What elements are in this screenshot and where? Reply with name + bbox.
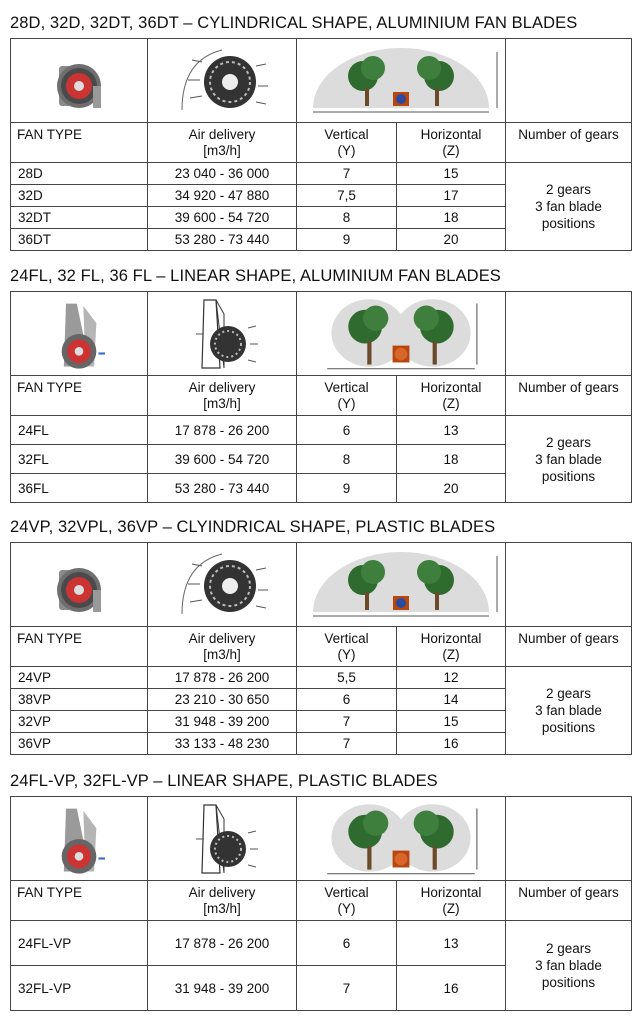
header-gears: Number of gears (506, 376, 632, 416)
cell-horizontal: 18 (397, 207, 506, 229)
header-air-delivery: Air delivery [m3/h] (148, 123, 297, 163)
cell-air: 39 600 - 54 720 (148, 445, 297, 474)
header-air-delivery: Air delivery [m3/h] (148, 376, 297, 416)
spec-table (10, 796, 632, 1011)
cell-vertical: 7 (297, 711, 397, 733)
fan-drawing-cell (148, 797, 297, 881)
spray-diagram-cell (297, 543, 506, 627)
cell-horizontal: 18 (397, 445, 506, 474)
cell-air: 33 133 - 48 230 (148, 733, 297, 755)
cell-vertical: 7,5 (297, 185, 397, 207)
header-vertical: Vertical (Y) (297, 376, 397, 416)
cell-horizontal: 16 (397, 733, 506, 755)
header-fan-type: FAN TYPE (11, 881, 148, 921)
cell-horizontal: 17 (397, 185, 506, 207)
spray-diagram-icon (301, 42, 501, 120)
cell-vertical: 6 (297, 921, 397, 966)
table-row (11, 921, 632, 966)
fan-drawing-cell (148, 39, 297, 123)
cell-air: 17 878 - 26 200 (148, 667, 297, 689)
cell-air: 17 878 - 26 200 (148, 921, 297, 966)
empty-cell (506, 292, 632, 376)
cell-horizontal: 16 (397, 966, 506, 1011)
section-title: 24FL-VP, 32FL-VP – LINEAR SHAPE, PLASTIC BLADES (10, 772, 438, 790)
cell-type: 36DT (11, 229, 148, 251)
cell-type: 24FL-VP (11, 921, 148, 966)
cell-type: 32D (11, 185, 148, 207)
cell-horizontal: 14 (397, 689, 506, 711)
cell-air: 34 920 - 47 880 (148, 185, 297, 207)
cell-type: 24FL (11, 416, 148, 445)
header-vertical: Vertical (Y) (297, 627, 397, 667)
cell-air: 23 210 - 30 650 (148, 689, 297, 711)
section-cylindrical-aluminium (10, 12, 631, 251)
header-air-delivery: Air delivery [m3/h] (148, 627, 297, 667)
cell-vertical: 7 (297, 966, 397, 1011)
cell-air: 31 948 - 39 200 (148, 711, 297, 733)
section-linear-aluminium (10, 265, 631, 503)
spray-diagram-icon (316, 295, 486, 373)
cell-type: 36FL (11, 474, 148, 503)
fan-drawing-icon (180, 800, 264, 878)
table-row (11, 667, 632, 689)
cell-type: 32DT (11, 207, 148, 229)
header-gears: Number of gears (506, 881, 632, 921)
section-cylindrical-plastic (10, 516, 631, 755)
fan-drawing-cell (148, 543, 297, 627)
spec-table (10, 291, 632, 503)
cell-air: 31 948 - 39 200 (148, 966, 297, 1011)
header-gears: Number of gears (506, 123, 632, 163)
table-row (11, 163, 632, 185)
empty-cell (506, 39, 632, 123)
header-air-delivery: Air delivery [m3/h] (148, 881, 297, 921)
empty-cell (506, 543, 632, 627)
cell-type: 32FL-VP (11, 966, 148, 1011)
header-horizontal: Horizontal (Z) (397, 123, 506, 163)
fan-photo-icon (44, 800, 114, 878)
spray-diagram-icon (301, 546, 501, 624)
spec-table (10, 38, 632, 251)
cell-vertical: 9 (297, 229, 397, 251)
header-fan-type: FAN TYPE (11, 376, 148, 416)
section-title: 28D, 32D, 32DT, 36DT – CYLINDRICAL SHAPE, ALUMINIUM FAN BLADES (10, 14, 578, 32)
cell-type: 36VP (11, 733, 148, 755)
cell-horizontal: 20 (397, 474, 506, 503)
fan-photo-cell (11, 797, 148, 881)
header-gears: Number of gears (506, 627, 632, 667)
cell-vertical: 7 (297, 163, 397, 185)
spray-diagram-cell (297, 292, 506, 376)
fan-drawing-cell (148, 292, 297, 376)
header-horizontal: Horizontal (Z) (397, 881, 506, 921)
fan-drawing-icon (172, 546, 272, 624)
table-row (11, 416, 632, 445)
fan-photo-cell (11, 543, 148, 627)
cell-horizontal: 12 (397, 667, 506, 689)
header-vertical: Vertical (Y) (297, 123, 397, 163)
cell-vertical: 6 (297, 689, 397, 711)
cell-horizontal: 20 (397, 229, 506, 251)
spec-table (10, 542, 632, 755)
cell-type: 38VP (11, 689, 148, 711)
cell-vertical: 9 (297, 474, 397, 503)
cell-gears: 2 gears 3 fan blade positions (506, 667, 632, 755)
cell-type: 24VP (11, 667, 148, 689)
cell-type: 32FL (11, 445, 148, 474)
cell-vertical: 7 (297, 733, 397, 755)
cell-vertical: 8 (297, 207, 397, 229)
fan-drawing-icon (172, 42, 272, 120)
header-fan-type: FAN TYPE (11, 627, 148, 667)
fan-drawing-icon (180, 295, 264, 373)
fan-photo-cell (11, 292, 148, 376)
header-fan-type: FAN TYPE (11, 123, 148, 163)
cell-vertical: 8 (297, 445, 397, 474)
section-title: 24VP, 32VPL, 36VP – CLYINDRICAL SHAPE, PLASTIC BLADES (10, 518, 496, 536)
cell-horizontal: 13 (397, 921, 506, 966)
cell-vertical: 5,5 (297, 667, 397, 689)
cell-horizontal: 13 (397, 416, 506, 445)
empty-cell (506, 797, 632, 881)
cell-horizontal: 15 (397, 711, 506, 733)
header-vertical: Vertical (Y) (297, 881, 397, 921)
cell-air: 39 600 - 54 720 (148, 207, 297, 229)
header-horizontal: Horizontal (Z) (397, 627, 506, 667)
section-linear-plastic (10, 770, 631, 1011)
spray-diagram-icon (316, 800, 486, 878)
fan-photo-icon (44, 295, 114, 373)
cell-air: 23 040 - 36 000 (148, 163, 297, 185)
section-title: 24FL, 32 FL, 36 FL – LINEAR SHAPE, ALUMINIUM FAN BLADES (10, 267, 501, 285)
cell-horizontal: 15 (397, 163, 506, 185)
fan-photo-cell (11, 39, 148, 123)
cell-air: 53 280 - 73 440 (148, 229, 297, 251)
spray-diagram-cell (297, 39, 506, 123)
cell-gears: 2 gears 3 fan blade positions (506, 416, 632, 503)
spray-diagram-cell (297, 797, 506, 881)
cell-gears: 2 gears 3 fan blade positions (506, 163, 632, 251)
cell-type: 32VP (11, 711, 148, 733)
fan-photo-icon (39, 546, 119, 624)
cell-air: 17 878 - 26 200 (148, 416, 297, 445)
cell-vertical: 6 (297, 416, 397, 445)
cell-type: 28D (11, 163, 148, 185)
header-horizontal: Horizontal (Z) (397, 376, 506, 416)
cell-air: 53 280 - 73 440 (148, 474, 297, 503)
cell-gears: 2 gears 3 fan blade positions (506, 921, 632, 1011)
fan-photo-icon (39, 42, 119, 120)
